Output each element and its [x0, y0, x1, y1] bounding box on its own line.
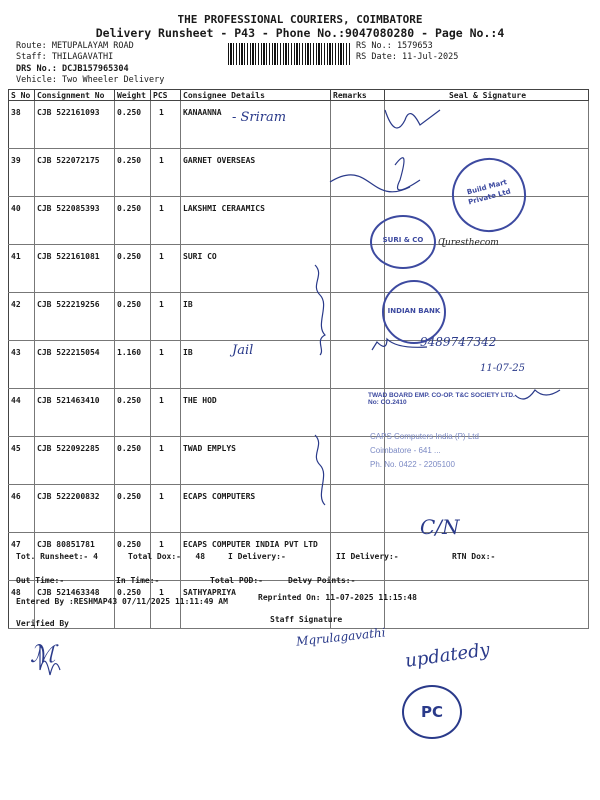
handwritten-jail: Jail: [232, 343, 254, 358]
row-weight: 0.250: [115, 485, 151, 533]
row-pcs: 1: [151, 581, 181, 629]
ecaps-stamp-line3: Ph. No. 0422 - 2205100: [370, 460, 455, 469]
row-consignment: CJB 80851781: [35, 533, 115, 581]
row-weight: 1.160: [115, 341, 151, 389]
ecaps-stamp: [370, 430, 570, 472]
total-dox: Total Dox:- 48: [128, 552, 206, 561]
staff-signature-mark: Mqrulagavathi: [295, 625, 387, 649]
rtn-dox: RTN Dox:-: [452, 552, 496, 561]
row-consignee: SATHYAPRIYA: [181, 581, 331, 629]
row-consignee: IB: [181, 293, 331, 341]
row-consignee: ECAPS COMPUTER INDIA PVT LTD: [181, 533, 331, 581]
row-consignment: CJB 522215054: [35, 341, 115, 389]
tot-runsheet: Tot. Runsheet:- 4: [16, 552, 98, 561]
total-pod: Total POD:-: [210, 576, 263, 585]
row-consignee: SURI CO: [181, 245, 331, 293]
row-pcs: 1: [151, 533, 181, 581]
handwritten-cn: C/N: [420, 515, 460, 539]
drs-number: DRS No.: DCJB157965304: [16, 64, 129, 74]
row-sno: 38: [9, 101, 35, 149]
ecaps-stamp-line1: CAPS Computers India (P) Ltd: [370, 432, 479, 441]
brace-mark-ib: [315, 265, 325, 355]
vehicle-label: Vehicle: Two Wheeler Delivery: [16, 75, 165, 85]
staff-signature-label: Staff Signature: [270, 615, 343, 624]
row-consignment: CJB 522219256: [35, 293, 115, 341]
col-seal-signature: Seal & Signature: [385, 90, 589, 101]
in-time: In Time:-: [116, 576, 160, 585]
col-consignment: Consignment No: [35, 90, 115, 101]
col-sno: S No: [9, 90, 35, 101]
row-sno: 46: [9, 485, 35, 533]
verified-by: Verified By: [16, 619, 69, 628]
row-consignment: CJB 522161081: [35, 245, 115, 293]
row-weight: 0.250: [115, 245, 151, 293]
row-consignee: THE HOD: [181, 389, 331, 437]
entered-by: Entered By :RESHMAP43 07/11/2025 11:11:49 AM: [16, 597, 228, 606]
row-consignee: KANAANNA: [181, 101, 331, 149]
row-consignment: CJB 522085393: [35, 197, 115, 245]
row-pcs: 1: [151, 389, 181, 437]
row-consignment: CJB 521463410: [35, 389, 115, 437]
rs-date: RS Date: 11-Jul-2025: [356, 52, 459, 62]
rs-number: RS No.: 1579653: [356, 41, 433, 51]
row-pcs: 1: [151, 149, 181, 197]
signature-row-38: [385, 110, 440, 128]
row-consignment: CJB 522092285: [35, 437, 115, 485]
ecaps-stamp-line2: Coimbatore - 641 ...: [370, 446, 441, 455]
row-pcs: 1: [151, 437, 181, 485]
twad-stamp: TWAD BOARD EMP. CO-OP. T&C SOCIETY LTD. No: CO.2410: [368, 392, 515, 406]
suri-co-stamp: SURI & CO: [370, 215, 436, 269]
verified-scribble: [40, 645, 60, 675]
row-consignment: CJB 521463348: [35, 581, 115, 629]
col-weight: Weight: [115, 90, 151, 101]
suri-co-signature: Ɋuresthecom: [438, 238, 499, 248]
row-sno: 41: [9, 245, 35, 293]
delvy-points: Delvy Points:-: [288, 576, 356, 585]
row-weight: 0.250: [115, 533, 151, 581]
row-sno: 47: [9, 533, 35, 581]
row-pcs: 1: [151, 485, 181, 533]
row-consignee: GARNET OVERSEAS: [181, 149, 331, 197]
handwritten-phone: 9489747342: [420, 335, 497, 349]
col-pcs: PCS: [151, 90, 181, 101]
signature-row-39: [395, 158, 420, 190]
signature-row-45: [515, 390, 560, 399]
row-consignee: IB: [181, 341, 331, 389]
row-consignment: CJB 522200832: [35, 485, 115, 533]
row-weight: 0.250: [115, 293, 151, 341]
row-pcs: 1: [151, 293, 181, 341]
row-weight: 0.250: [115, 581, 151, 629]
row-consignee: ECAPS COMPUTERS: [181, 485, 331, 533]
runsheet-subtitle: Delivery Runsheet - P43 - Phone No.:9047080280 - Page No.:4: [95, 26, 505, 40]
brace-mark-ecaps: [315, 435, 325, 505]
row-pcs: 1: [151, 101, 181, 149]
row-sno: 40: [9, 197, 35, 245]
pc-mark: PC: [402, 685, 462, 739]
row-consignee: LAKSHMI CERAAMICS: [181, 197, 331, 245]
row-consignment: CJB 522072175: [35, 149, 115, 197]
reprinted-on: Reprinted On: 11-07-2025 11:15:48: [258, 593, 417, 602]
row-consignment: CJB 522161093: [35, 101, 115, 149]
row-sno: 48: [9, 581, 35, 629]
i-delivery: I Delivery:-: [228, 552, 286, 561]
row-pcs: 1: [151, 245, 181, 293]
out-time: Out Time:-: [16, 576, 65, 585]
handwritten-updated: updatedy: [403, 639, 492, 672]
row-sno: 42: [9, 293, 35, 341]
verified-signature: ℳ: [30, 640, 56, 668]
handwritten-date: 11-07-25: [480, 363, 525, 374]
build-mart-stamp: Build Mart Private Ltd: [444, 150, 535, 241]
row-sno: 44: [9, 389, 35, 437]
indian-bank-stamp: INDIAN BANK: [382, 280, 446, 344]
company-title: THE PROFESSIONAL COURIERS, COIMBATORE: [177, 13, 423, 26]
row-pcs: 1: [151, 197, 181, 245]
row-pcs: 1: [151, 341, 181, 389]
ii-delivery: II Delivery:-: [336, 552, 399, 561]
row-weight: 0.250: [115, 101, 151, 149]
staff-label: Staff: THILAGAVATHI: [16, 52, 114, 62]
row-sno: 39: [9, 149, 35, 197]
col-consignee: Consignee Details: [181, 90, 331, 101]
row-weight: 0.250: [115, 437, 151, 485]
row-consignee: TWAD EMPLYS: [181, 437, 331, 485]
handwritten-sriram: - Sriram: [232, 110, 287, 125]
row-sno: 43: [9, 341, 35, 389]
row-weight: 0.250: [115, 389, 151, 437]
row-weight: 0.250: [115, 149, 151, 197]
row-sno: 45: [9, 437, 35, 485]
route-label: Route: METUPALAYAM ROAD: [16, 41, 134, 51]
row-weight: 0.250: [115, 197, 151, 245]
col-remarks: Remarks: [331, 90, 385, 101]
